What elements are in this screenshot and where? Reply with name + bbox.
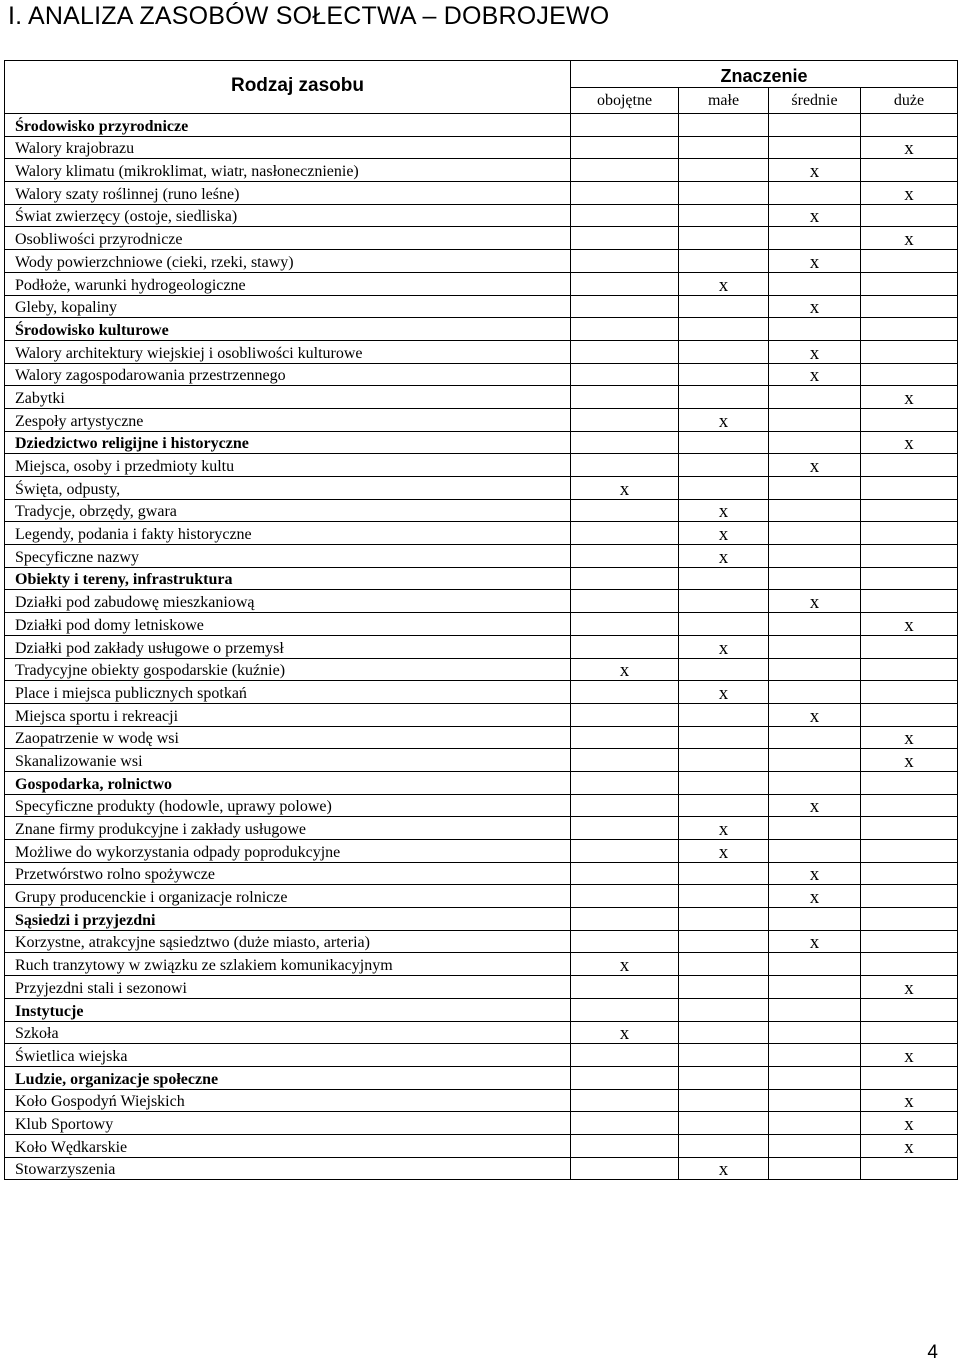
mark-x: x xyxy=(679,635,769,658)
mark-x: x xyxy=(679,408,769,431)
resource-name: Znane firmy produkcyjne i zakłady usługowe xyxy=(5,817,571,840)
mark-x: x xyxy=(571,477,679,500)
mark-cell xyxy=(769,1066,861,1089)
mark-x: x xyxy=(861,182,958,205)
mark-cell xyxy=(769,477,861,500)
table-row xyxy=(5,976,958,999)
mark-cell xyxy=(679,862,769,885)
mark-cell xyxy=(679,318,769,341)
mark-cell xyxy=(571,930,679,953)
mark-cell xyxy=(571,114,679,137)
mark-cell xyxy=(571,340,679,363)
mark-cell xyxy=(769,1044,861,1067)
mark-cell xyxy=(571,182,679,205)
mark-cell xyxy=(679,885,769,908)
mark-cell xyxy=(769,1021,861,1044)
mark-x: x xyxy=(769,250,861,273)
mark-cell xyxy=(769,114,861,137)
importance-header: Znaczenie xyxy=(571,61,958,88)
mark-cell xyxy=(571,885,679,908)
mark-cell xyxy=(861,840,958,863)
resource-analysis-table xyxy=(4,60,958,1180)
mark-cell xyxy=(571,862,679,885)
mark-cell xyxy=(679,477,769,500)
mark-cell xyxy=(861,454,958,477)
mark-cell xyxy=(571,159,679,182)
mark-cell xyxy=(861,930,958,953)
mark-cell xyxy=(861,545,958,568)
mark-cell xyxy=(769,726,861,749)
mark-cell xyxy=(679,703,769,726)
mark-x: x xyxy=(861,613,958,636)
table-row xyxy=(5,862,958,885)
mark-x: x xyxy=(861,976,958,999)
mark-cell xyxy=(769,318,861,341)
mark-cell xyxy=(769,817,861,840)
mark-cell xyxy=(679,930,769,953)
resource-name: Zaopatrzenie w wodę wsi xyxy=(5,726,571,749)
mark-cell xyxy=(679,1089,769,1112)
category-row xyxy=(5,1066,958,1089)
resource-name: Walory architektury wiejskiej i osobliwości kulturowe xyxy=(5,340,571,363)
category-label: Sąsiedzi i przyjezdni xyxy=(5,908,571,931)
mark-cell xyxy=(571,567,679,590)
mark-cell xyxy=(861,1021,958,1044)
mark-cell xyxy=(571,840,679,863)
table-row xyxy=(5,1021,958,1044)
mark-x: x xyxy=(769,295,861,318)
table-row xyxy=(5,386,958,409)
mark-cell xyxy=(861,635,958,658)
table-row xyxy=(5,794,958,817)
resource-name: Tradycje, obrzędy, gwara xyxy=(5,499,571,522)
mark-cell xyxy=(769,613,861,636)
mark-cell xyxy=(571,1089,679,1112)
resource-name: Miejsca, osoby i przedmioty kultu xyxy=(5,454,571,477)
mark-cell xyxy=(679,295,769,318)
mark-cell xyxy=(571,635,679,658)
mark-cell xyxy=(861,681,958,704)
table-row xyxy=(5,658,958,681)
mark-cell xyxy=(861,658,958,681)
mark-cell xyxy=(861,817,958,840)
mark-cell xyxy=(861,998,958,1021)
mark-x: x xyxy=(861,386,958,409)
mark-cell xyxy=(679,363,769,386)
mark-cell xyxy=(679,998,769,1021)
mark-cell xyxy=(861,771,958,794)
category-label: Obiekty i tereny, infrastruktura xyxy=(5,567,571,590)
resource-name: Podłoże, warunki hydrogeologiczne xyxy=(5,272,571,295)
mark-cell xyxy=(571,295,679,318)
mark-cell xyxy=(769,272,861,295)
mark-cell xyxy=(861,567,958,590)
mark-cell xyxy=(769,953,861,976)
mark-cell xyxy=(861,363,958,386)
mark-cell xyxy=(571,613,679,636)
mark-cell xyxy=(769,1134,861,1157)
mark-cell xyxy=(571,794,679,817)
table-row xyxy=(5,522,958,545)
mark-cell xyxy=(571,998,679,1021)
column-header-duze: duże xyxy=(861,88,958,114)
mark-cell xyxy=(769,431,861,454)
category-label: Instytucje xyxy=(5,998,571,1021)
mark-cell xyxy=(679,454,769,477)
table-row xyxy=(5,1044,958,1067)
mark-cell xyxy=(769,771,861,794)
resource-name: Place i miejsca publicznych spotkań xyxy=(5,681,571,704)
table-body xyxy=(5,114,958,1180)
mark-cell xyxy=(571,522,679,545)
mark-cell xyxy=(769,658,861,681)
table-row xyxy=(5,227,958,250)
mark-cell xyxy=(861,499,958,522)
resource-name: Stowarzyszenia xyxy=(5,1157,571,1180)
mark-cell xyxy=(769,499,861,522)
resource-name: Szkoła xyxy=(5,1021,571,1044)
mark-cell xyxy=(769,635,861,658)
mark-cell xyxy=(769,908,861,931)
mark-x: x xyxy=(571,953,679,976)
mark-cell xyxy=(571,250,679,273)
mark-cell xyxy=(769,998,861,1021)
mark-cell xyxy=(861,295,958,318)
mark-cell xyxy=(861,590,958,613)
mark-x: x xyxy=(861,1112,958,1135)
resource-name: Możliwe do wykorzystania odpady poprodukcyjne xyxy=(5,840,571,863)
resource-name: Zabytki xyxy=(5,386,571,409)
mark-cell xyxy=(679,159,769,182)
table-row xyxy=(5,136,958,159)
mark-cell xyxy=(769,681,861,704)
mark-cell xyxy=(861,340,958,363)
mark-x: x xyxy=(769,794,861,817)
resource-name: Wody powierzchniowe (cieki, rzeki, stawy) xyxy=(5,250,571,273)
mark-cell xyxy=(571,1134,679,1157)
column-header-male: małe xyxy=(679,88,769,114)
category-label: Gospodarka, rolnictwo xyxy=(5,771,571,794)
mark-cell xyxy=(861,862,958,885)
mark-cell xyxy=(861,1157,958,1180)
table-row xyxy=(5,635,958,658)
resource-name: Przyjezdni stali i sezonowi xyxy=(5,976,571,999)
mark-cell xyxy=(679,726,769,749)
column-header-obojetne: obojętne xyxy=(571,88,679,114)
resource-name: Zespoły artystyczne xyxy=(5,408,571,431)
resource-name: Działki pod zabudowę mieszkaniową xyxy=(5,590,571,613)
mark-cell xyxy=(769,408,861,431)
resource-name: Święta, odpusty, xyxy=(5,477,571,500)
mark-cell xyxy=(679,1066,769,1089)
mark-cell xyxy=(571,590,679,613)
mark-cell xyxy=(769,227,861,250)
mark-cell xyxy=(571,1157,679,1180)
mark-cell xyxy=(861,318,958,341)
column-header-srednie: średnie xyxy=(769,88,861,114)
mark-x: x xyxy=(679,499,769,522)
mark-cell xyxy=(769,1157,861,1180)
mark-x: x xyxy=(679,681,769,704)
resource-name: Miejsca sportu i rekreacji xyxy=(5,703,571,726)
table-row xyxy=(5,477,958,500)
page-title: I. ANALIZA ZASOBÓW SOŁECTWA – DOBROJEWO xyxy=(8,2,610,30)
mark-x: x xyxy=(679,840,769,863)
table-row xyxy=(5,885,958,908)
mark-cell xyxy=(679,204,769,227)
mark-x: x xyxy=(679,1157,769,1180)
mark-x: x xyxy=(679,817,769,840)
resource-name: Walory szaty roślinnej (runo leśne) xyxy=(5,182,571,205)
table-row xyxy=(5,930,958,953)
mark-cell xyxy=(679,431,769,454)
table-row xyxy=(5,681,958,704)
mark-cell xyxy=(861,794,958,817)
mark-cell xyxy=(769,136,861,159)
mark-x: x xyxy=(769,363,861,386)
resource-name: Przetwórstwo rolno spożywcze xyxy=(5,862,571,885)
mark-x: x xyxy=(769,454,861,477)
mark-cell xyxy=(861,953,958,976)
mark-cell xyxy=(861,522,958,545)
mark-x: x xyxy=(769,340,861,363)
resource-name: Działki pod zakłady usługowe o przemysł xyxy=(5,635,571,658)
category-label: Dziedzictwo religijne i historyczne xyxy=(5,431,571,454)
mark-x: x xyxy=(861,1089,958,1112)
mark-cell xyxy=(769,976,861,999)
mark-cell xyxy=(679,613,769,636)
mark-cell xyxy=(679,749,769,772)
resource-name: Grupy producenckie i organizacje rolnicze xyxy=(5,885,571,908)
mark-cell xyxy=(861,477,958,500)
mark-cell xyxy=(769,840,861,863)
mark-cell xyxy=(769,1112,861,1135)
mark-cell xyxy=(861,272,958,295)
mark-cell xyxy=(571,1044,679,1067)
resource-name: Klub Sportowy xyxy=(5,1112,571,1135)
mark-cell xyxy=(679,590,769,613)
table-row xyxy=(5,1157,958,1180)
category-row xyxy=(5,908,958,931)
category-row xyxy=(5,431,958,454)
mark-cell xyxy=(571,431,679,454)
table-row xyxy=(5,1112,958,1135)
mark-cell xyxy=(571,908,679,931)
mark-x: x xyxy=(769,204,861,227)
mark-cell xyxy=(679,114,769,137)
mark-cell xyxy=(679,340,769,363)
mark-cell xyxy=(571,454,679,477)
mark-x: x xyxy=(769,590,861,613)
mark-x: x xyxy=(769,703,861,726)
mark-x: x xyxy=(861,136,958,159)
table-row xyxy=(5,953,958,976)
mark-x: x xyxy=(769,930,861,953)
resource-name: Tradycyjne obiekty gospodarskie (kuźnie) xyxy=(5,658,571,681)
mark-cell xyxy=(571,703,679,726)
mark-cell xyxy=(571,545,679,568)
table-row xyxy=(5,703,958,726)
category-row xyxy=(5,318,958,341)
mark-x: x xyxy=(571,1021,679,1044)
resource-name: Skanalizowanie wsi xyxy=(5,749,571,772)
mark-cell xyxy=(861,908,958,931)
resource-name: Świat zwierzęcy (ostoje, siedliska) xyxy=(5,204,571,227)
mark-cell xyxy=(571,363,679,386)
mark-cell xyxy=(861,408,958,431)
mark-cell xyxy=(679,953,769,976)
resource-type-header: Rodzaj zasobu xyxy=(5,61,571,114)
table-row xyxy=(5,1134,958,1157)
category-label: Środowisko kulturowe xyxy=(5,318,571,341)
mark-x: x xyxy=(769,885,861,908)
mark-x: x xyxy=(861,1134,958,1157)
table-row xyxy=(5,408,958,431)
table-row xyxy=(5,749,958,772)
table-row xyxy=(5,590,958,613)
mark-cell xyxy=(571,318,679,341)
mark-cell xyxy=(571,1066,679,1089)
mark-cell xyxy=(571,136,679,159)
table-row xyxy=(5,726,958,749)
table-row xyxy=(5,182,958,205)
mark-cell xyxy=(861,703,958,726)
mark-cell xyxy=(571,386,679,409)
mark-cell xyxy=(861,114,958,137)
mark-cell xyxy=(679,1134,769,1157)
mark-x: x xyxy=(861,726,958,749)
resource-name: Działki pod domy letniskowe xyxy=(5,613,571,636)
mark-cell xyxy=(679,567,769,590)
table-row xyxy=(5,295,958,318)
mark-cell xyxy=(571,1112,679,1135)
mark-x: x xyxy=(571,658,679,681)
table-row xyxy=(5,817,958,840)
mark-cell xyxy=(679,1021,769,1044)
table-row xyxy=(5,1089,958,1112)
resource-name: Legendy, podania i fakty historyczne xyxy=(5,522,571,545)
mark-cell xyxy=(679,908,769,931)
mark-cell xyxy=(769,1089,861,1112)
mark-cell xyxy=(679,658,769,681)
table-row xyxy=(5,204,958,227)
resource-name: Walory zagospodarowania przestrzennego xyxy=(5,363,571,386)
mark-x: x xyxy=(861,227,958,250)
mark-cell xyxy=(769,522,861,545)
mark-cell xyxy=(861,204,958,227)
table-row xyxy=(5,272,958,295)
mark-cell xyxy=(679,227,769,250)
mark-cell xyxy=(679,794,769,817)
mark-x: x xyxy=(679,522,769,545)
mark-x: x xyxy=(679,272,769,295)
category-row xyxy=(5,114,958,137)
mark-cell xyxy=(861,1066,958,1089)
mark-cell xyxy=(571,681,679,704)
mark-cell xyxy=(679,182,769,205)
mark-cell xyxy=(679,386,769,409)
resource-name: Specyficzne produkty (hodowle, uprawy polowe) xyxy=(5,794,571,817)
table-row xyxy=(5,159,958,182)
category-row xyxy=(5,771,958,794)
mark-cell xyxy=(571,204,679,227)
mark-cell xyxy=(571,817,679,840)
mark-cell xyxy=(571,272,679,295)
mark-cell xyxy=(769,567,861,590)
table-row xyxy=(5,499,958,522)
mark-cell xyxy=(769,749,861,772)
mark-x: x xyxy=(861,749,958,772)
mark-cell xyxy=(679,976,769,999)
mark-x: x xyxy=(861,1044,958,1067)
mark-cell xyxy=(571,771,679,794)
page-number: 4 xyxy=(927,1342,938,1363)
table-row xyxy=(5,363,958,386)
mark-cell xyxy=(679,136,769,159)
mark-cell xyxy=(769,545,861,568)
category-label: Środowisko przyrodnicze xyxy=(5,114,571,137)
category-row xyxy=(5,998,958,1021)
mark-cell xyxy=(571,499,679,522)
mark-x: x xyxy=(861,431,958,454)
mark-cell xyxy=(679,1044,769,1067)
mark-cell xyxy=(861,885,958,908)
resource-name: Osobliwości przyrodnicze xyxy=(5,227,571,250)
mark-cell xyxy=(769,386,861,409)
mark-cell xyxy=(861,159,958,182)
table-row xyxy=(5,340,958,363)
mark-cell xyxy=(571,749,679,772)
mark-cell xyxy=(861,250,958,273)
resource-name: Korzystne, atrakcyjne sąsiedztwo (duże miasto, arteria) xyxy=(5,930,571,953)
resource-name: Koło Gospodyń Wiejskich xyxy=(5,1089,571,1112)
table-row xyxy=(5,545,958,568)
mark-cell xyxy=(571,227,679,250)
resource-name: Koło Wędkarskie xyxy=(5,1134,571,1157)
category-row xyxy=(5,567,958,590)
mark-cell xyxy=(769,182,861,205)
mark-cell xyxy=(571,976,679,999)
table-row xyxy=(5,250,958,273)
mark-cell xyxy=(679,250,769,273)
mark-x: x xyxy=(679,545,769,568)
resource-name: Walory klimatu (mikroklimat, wiatr, nasłonecznienie) xyxy=(5,159,571,182)
resource-name: Specyficzne nazwy xyxy=(5,545,571,568)
mark-x: x xyxy=(769,159,861,182)
table-row xyxy=(5,613,958,636)
category-label: Ludzie, organizacje społeczne xyxy=(5,1066,571,1089)
table-row xyxy=(5,454,958,477)
resource-name: Gleby, kopaliny xyxy=(5,295,571,318)
table-row xyxy=(5,840,958,863)
resource-name: Ruch tranzytowy w związku ze szlakiem komunikacyjnym xyxy=(5,953,571,976)
mark-cell xyxy=(571,726,679,749)
resource-name: Świetlica wiejska xyxy=(5,1044,571,1067)
mark-cell xyxy=(679,1112,769,1135)
mark-x: x xyxy=(769,862,861,885)
mark-cell xyxy=(571,408,679,431)
resource-name: Walory krajobrazu xyxy=(5,136,571,159)
mark-cell xyxy=(679,771,769,794)
